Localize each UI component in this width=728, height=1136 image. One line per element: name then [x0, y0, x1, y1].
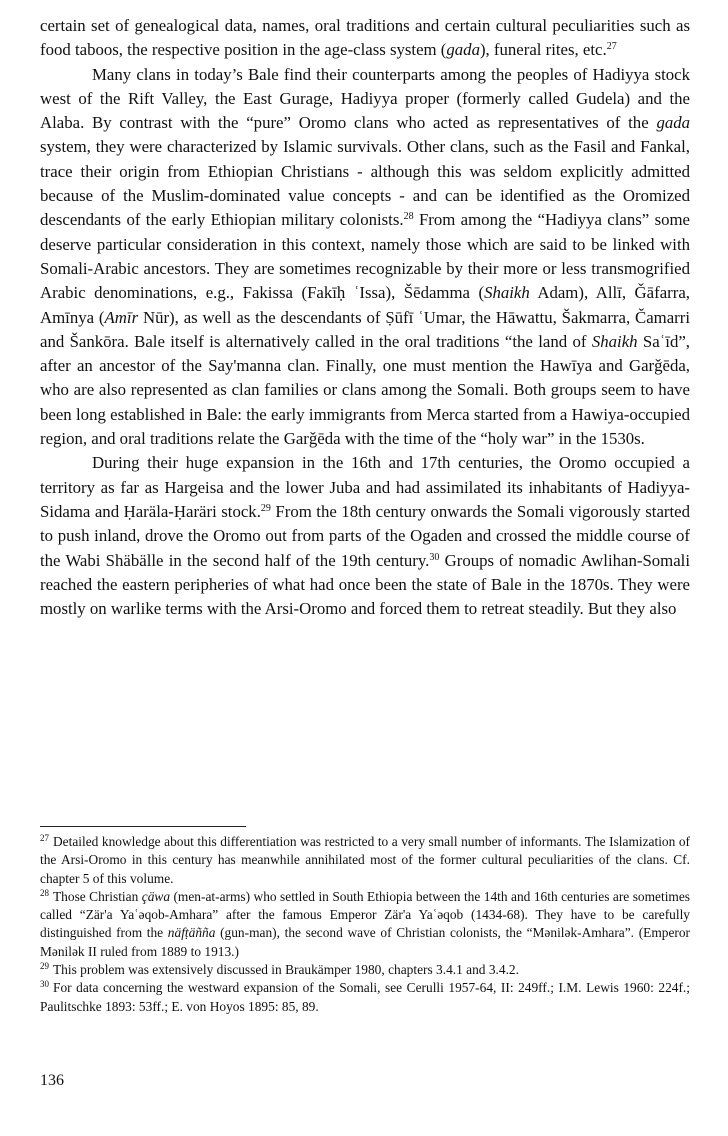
footnote-text-c: (gun-man), the second wave of Christian colonists, the “Mənilək-Amhara”. (Emperor Mənilək II ruled from 1889 to 1913.)	[40, 925, 690, 959]
paragraph-1-italic: gada	[446, 40, 480, 60]
footnotes	[40, 833, 690, 1016]
paragraph-1	[40, 14, 690, 63]
paragraph-2-text-f: Saʿīd”, after an ancestor of the Say'manna clan. Finally, one must mention the Hawīya and Garǧēda, who are also represented as clan families or clans among the Somali. Both groups seem to have been long established in Bale: the early immigrants from Merca started from a Hawiya-occupied region, and oral traditions relate the Garǧēda with the time of the “holy war” in the 1530s.	[40, 331, 690, 449]
footnote-29	[40, 961, 690, 979]
paragraph-2	[40, 63, 690, 452]
footnote-italic-cawa: çäwa	[141, 888, 171, 904]
footnote-number: 28	[40, 887, 49, 898]
footnote-text-a: Those Christian	[53, 888, 142, 904]
footnote-ref-29[interactable]: 29	[260, 502, 271, 514]
paragraph-1-text-a: certain set of genealogical data, names, oral traditions and certain cultural peculiarities such as food taboos, the respective position in the age-class system (	[40, 16, 690, 60]
paragraph-2-text-a: Many clans in today’s Bale find their counterparts among the peoples of Hadiyya stock west of the Rift Valley, the East Gurage, Hadiyya proper (formerly called Gudela) and the Alaba. By contrast with the “pure” Oromo clans who acted as representatives of the	[40, 64, 690, 133]
footnote-28	[40, 888, 690, 961]
paragraph-3-text-c: Groups of nomadic Awlihan-Somali reached the eastern peripheries of what had once been the state of Bale in the 1870s. They were mostly on warlike terms with the Arsi-Oromo and forced them to retreat steadily. But they also	[40, 550, 690, 619]
footnote-27	[40, 833, 690, 888]
footnote-ref-30[interactable]: 30	[429, 551, 440, 563]
footnote-text: Detailed knowledge about this differentiation was restricted to a very small number of informants. The Islamization of the Arsi-Oromo in this century has meanwhile annihilated most of the former cultural peculiarities of the clans. Cf. chapter 5 of this volume.	[40, 834, 690, 886]
paragraph-1-text-b: ), funeral rites, etc.	[479, 40, 607, 60]
footnote-separator	[40, 826, 246, 827]
footnote-number: 27	[40, 833, 49, 843]
footnote-text: For data concerning the westward expansion of the Somali, see Cerulli 1957-64, II: 249ff.; I.M. Lewis 1960: 224f.; Paulitschke 1893: 53ff.; E. von Hoyos 1895: 85, 89.	[40, 980, 690, 1014]
paragraph-3	[40, 451, 690, 621]
footnote-number: 29	[40, 961, 49, 972]
paragraph-2-text-e: Nūr), as well as the descendants of Ṣūfī ʿUmar, the Hāwattu, Šakmarra, Čamarri and Šankōra. Bale itself is alternatively called in the oral traditions “the land of	[40, 307, 690, 351]
paragraph-2-italic-gada: gada	[656, 113, 690, 133]
paragraph-2-italic-shaikh-2: Shaikh	[591, 331, 638, 351]
footnote-italic-naftanna: näfṭäñña	[167, 925, 216, 941]
paragraph-3-text-b: From the 18th century onwards the Somali vigorously started to push inland, drove the Oromo out from parts of the Ogaden and crossed the middle course of the Wabi Shäbälle in the second half of the 19th century.	[40, 501, 690, 570]
paragraph-2-text-c: From among the “Hadiyya clans” some deserve particular consideration in this context, namely those which are said to be linked with Somali-Arabic ancestors. They are sometimes recognizable by their more or less transmogrified Arabic denominations, e.g., Fakissa (Fakīḥ ʿIssa), Šēdamma (	[40, 210, 690, 303]
footnote-30	[40, 979, 690, 1016]
page-number: 136	[40, 1072, 64, 1089]
footnote-text-b: (men-at-arms) who settled in South Ethiopia between the 14th and 16th centuries are sometimes called “Zär'a Yaʿəqob-Amhara” after the famous Emperor Zär'a Yaʿəqob (1434-68). They have to be carefully distinguished from the	[40, 888, 690, 941]
footnote-ref-27[interactable]: 27	[606, 41, 617, 53]
paragraph-2-italic-amir: Amīr	[104, 307, 139, 327]
main-text	[40, 14, 690, 621]
paragraph-3-text-a: During their huge expansion in the 16th and 17th centuries, the Oromo occupied a territory as far as Hargeisa and the lower Juba and had assimilated its inhabitants of Hadiyya-Sidama and Ḥaräla-Ḥaräri stock.	[40, 453, 690, 521]
footnote-number: 30	[40, 979, 49, 990]
paragraph-2-italic-shaikh: Shaikh	[484, 283, 530, 303]
footnote-text: This problem was extensively discussed in Braukämper 1980, chapters 3.4.1 and 3.4.2.	[53, 962, 519, 978]
paragraph-2-text-d: Adam), Allī, Ǧāfarra, Amīnya (	[40, 283, 690, 327]
paragraph-2-text-b: system, they were characterized by Islamic survivals. Other clans, such as the Fasil and Fankal, trace their origin from Ethiopian Christians - although this was seldom explicitly admitted because of the Muslim-dominated value concepts - and can be identified as the Oromized descendants of the early Ethiopian military colonists.	[40, 137, 690, 230]
footnote-ref-28[interactable]: 28	[403, 211, 414, 223]
